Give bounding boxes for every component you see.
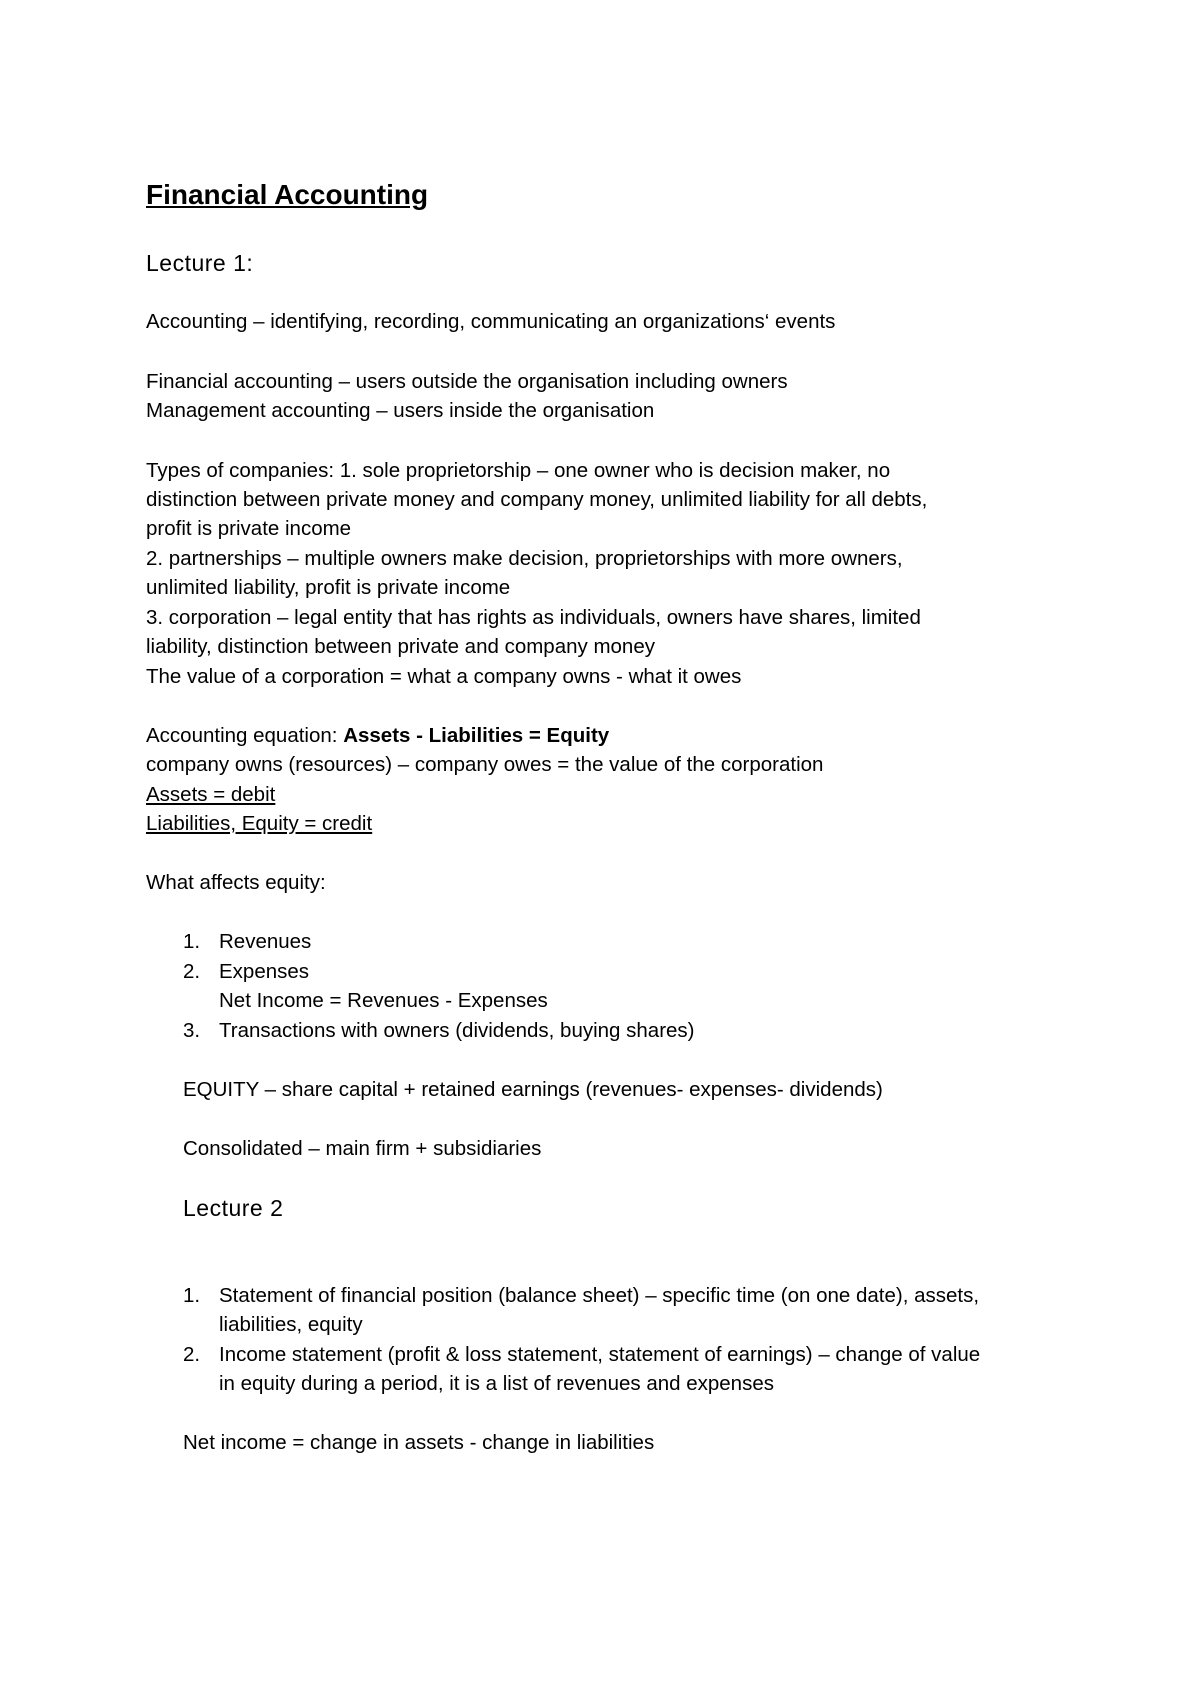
corporation-value-line: The value of a corporation = what a company owns - what it owes: [146, 665, 742, 688]
list-text-continuation: in equity during a period, it is a list of revenues and expenses: [219, 1372, 774, 1395]
consolidated-definition: Consolidated – main firm + subsidiaries: [183, 1137, 542, 1160]
list-number: 2.: [183, 960, 201, 983]
types-line: liability, distinction between private and company money: [146, 635, 655, 658]
types-line: distinction between private money and company money, unlimited liability for all debts,: [146, 488, 928, 511]
equation-label: Accounting equation:: [146, 724, 344, 747]
equation-explanation: company owns (resources) – company owes = the value of the corporation: [146, 753, 824, 776]
types-line: profit is private income: [146, 517, 352, 540]
net-income-definition: Net income = change in assets - change in liabilities: [183, 1431, 655, 1454]
list-text: Income statement (profit & loss statement, statement of earnings) – change of value: [219, 1343, 981, 1366]
list-number: 3.: [183, 1019, 201, 1042]
list-text: Expenses: [219, 960, 310, 983]
list-number: 2.: [183, 1343, 201, 1366]
financial-accounting-definition: Financial accounting – users outside the organisation including owners: [146, 370, 788, 393]
equation-formula: Assets - Liabilities = Equity: [343, 724, 610, 747]
lecture2-heading: Lecture 2: [183, 1195, 284, 1221]
list-item: [183, 927, 311, 956]
types-line: 3. corporation – legal entity that has rights as individuals, owners have shares, limited: [146, 606, 921, 629]
list-item: [183, 1016, 695, 1045]
affects-equity-heading: What affects equity:: [146, 871, 326, 894]
list-item: [183, 1340, 980, 1369]
list-text: Transactions with owners (dividends, buying shares): [219, 1019, 695, 1042]
types-line: unlimited liability, profit is private income: [146, 576, 511, 599]
types-line: 2. partnerships – multiple owners make decision, proprietorships with more owners,: [146, 547, 903, 570]
assets-debit: Assets = debit: [146, 783, 276, 806]
equity-definition: EQUITY – share capital + retained earnings (revenues- expenses- dividends): [183, 1078, 883, 1101]
list-item: [183, 1281, 979, 1310]
liabilities-credit: Liabilities, Equity = credit: [146, 812, 373, 835]
list-number: 1.: [183, 1284, 201, 1307]
accounting-equation: [146, 721, 609, 750]
list-text: Revenues: [219, 930, 312, 953]
management-accounting-definition: Management accounting – users inside the organisation: [146, 399, 655, 422]
document-title: Financial Accounting: [146, 179, 429, 210]
lecture1-heading: Lecture 1:: [146, 250, 254, 276]
list-text: Net Income = Revenues - Expenses: [219, 989, 548, 1012]
types-line: Types of companies: 1. sole proprietorship – one owner who is decision maker, no: [146, 459, 891, 482]
list-text-continuation: liabilities, equity: [219, 1313, 363, 1336]
list-text: Statement of financial position (balance sheet) – specific time (on one date), assets,: [219, 1284, 980, 1307]
list-number: 1.: [183, 930, 201, 953]
list-item: [183, 957, 309, 986]
list-item: [183, 986, 548, 1015]
accounting-definition: Accounting – identifying, recording, communicating an organizations‘ events: [146, 310, 836, 333]
